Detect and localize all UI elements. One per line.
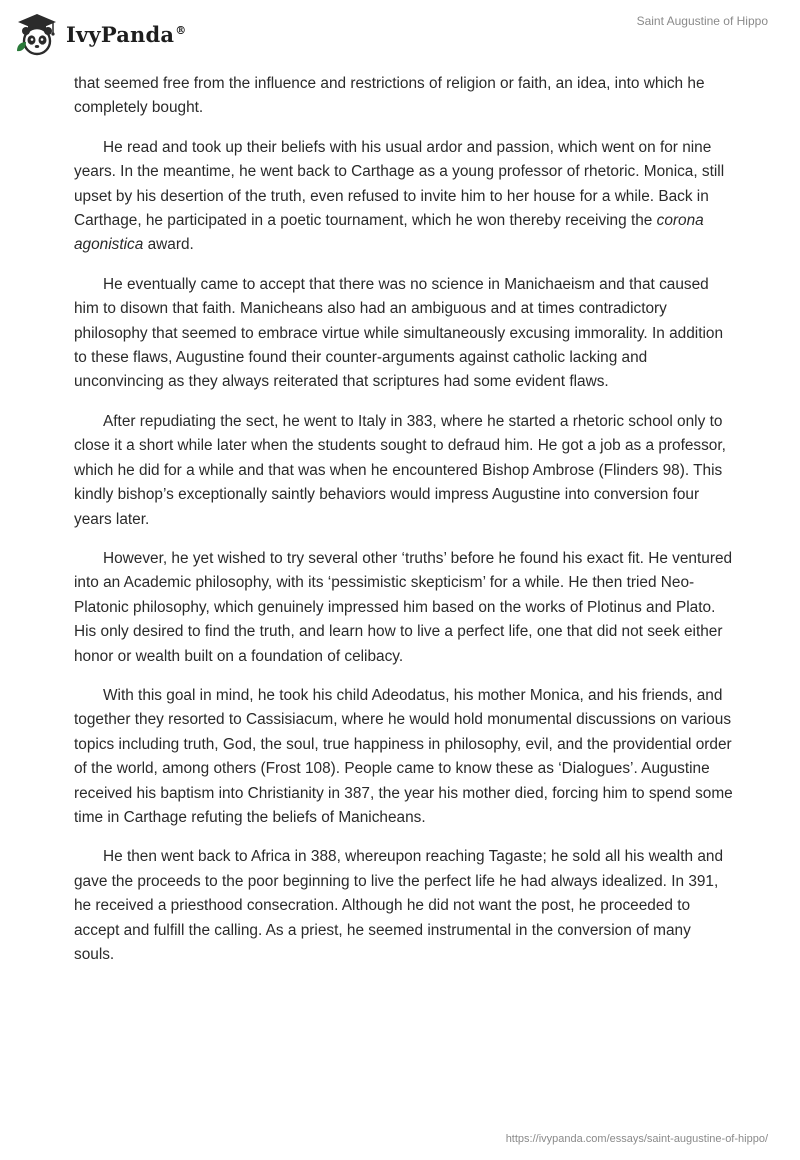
paragraph-7: He then went back to Africa in 388, whereupon reaching Tagaste; he sold all his wealth and gave the proceeds to the poor beginning to live the perfect life he had always idealized. In 391, he received a priesthood consecration. Although he did not want the post, he proceeded to accept and fulfill the calling. As a priest, he seemed instrumental in the conversion of many souls. <box>74 848 724 963</box>
paragraph-5: However, he yet wished to try several other ‘truths’ before he found his exact fit. He ventured into an Academic philosophy, with its ‘pessimistic skepticism’ for a while. He then tried Neo-Platonic philosophy, which genuinely impressed him based on the works of Plotinus and Plato. His only desired to find the truth, and learn how to live a perfect life, one that did not seek either honor or wealth built on a foundation of celibacy. <box>74 549 733 665</box>
panda-logo-icon <box>14 11 60 57</box>
paragraph-2: He read and took up their beliefs with his usual ardor and passion, which went on for nine years. In the meantime, he went back to Carthage as a young professor of rhetoric. Monica, still upset by his desertion of the truth, even refused to invite him to her house for a while. Back in Carthage, he participated in a poetic tournament, which he won thereby receiving the corona agonistica award. <box>74 138 725 254</box>
paragraph-1: that seemed free from the influence and restrictions of religion or faith, an idea, into which he completely bought. <box>74 75 705 117</box>
page-header <box>0 0 800 70</box>
essay-body <box>74 72 734 982</box>
paragraph-6: With this goal in mind, he took his child Adeodatus, his mother Monica, and his friends, and together they resorted to Cassisiacum, where he would hold monumental discussions on various topics including truth, God, the soul, true happiness in philosophy, evil, and the providential order of the world, among others (Frost 108). People came to know these as ‘Dialogues’. Augustine received his baptism into Christianity in 387, the year his mother died, forcing him to spend some time in Carthage refuting the beliefs of Manicheans. <box>74 686 733 826</box>
paragraph-3: He eventually came to accept that there was no science in Manichaeism and that caused him to disown that faith. Manicheans also had an ambiguous and at times contradictory philosophy that seemed to embrace virtue while simultaneously excusing immorality. In addition to these flaws, Augustine found their counter-arguments against catholic lacking and unconvincing as they always reiterated that scriptures had some evident flaws. <box>74 275 724 391</box>
running-title: Saint Augustine of Hippo <box>636 14 768 28</box>
brand-logo[interactable] <box>14 10 186 58</box>
brand-name: IvyPanda® <box>66 21 187 47</box>
paragraph-4: After repudiating the sect, he went to Italy in 383, where he started a rhetoric school only to close it a short while later when the students sought to defraud him. He got a job as a professor, which he did for a while and that was when he encountered Bishop Ambrose (Flinders 98). This kindly bishop’s exceptionally saintly behaviors would impress Augustine into conversion four years later. <box>74 412 726 528</box>
award-name: corona agonistica <box>74 212 704 254</box>
source-url[interactable]: https://ivypanda.com/essays/saint-augustine-of-hippo/ <box>505 1133 768 1145</box>
